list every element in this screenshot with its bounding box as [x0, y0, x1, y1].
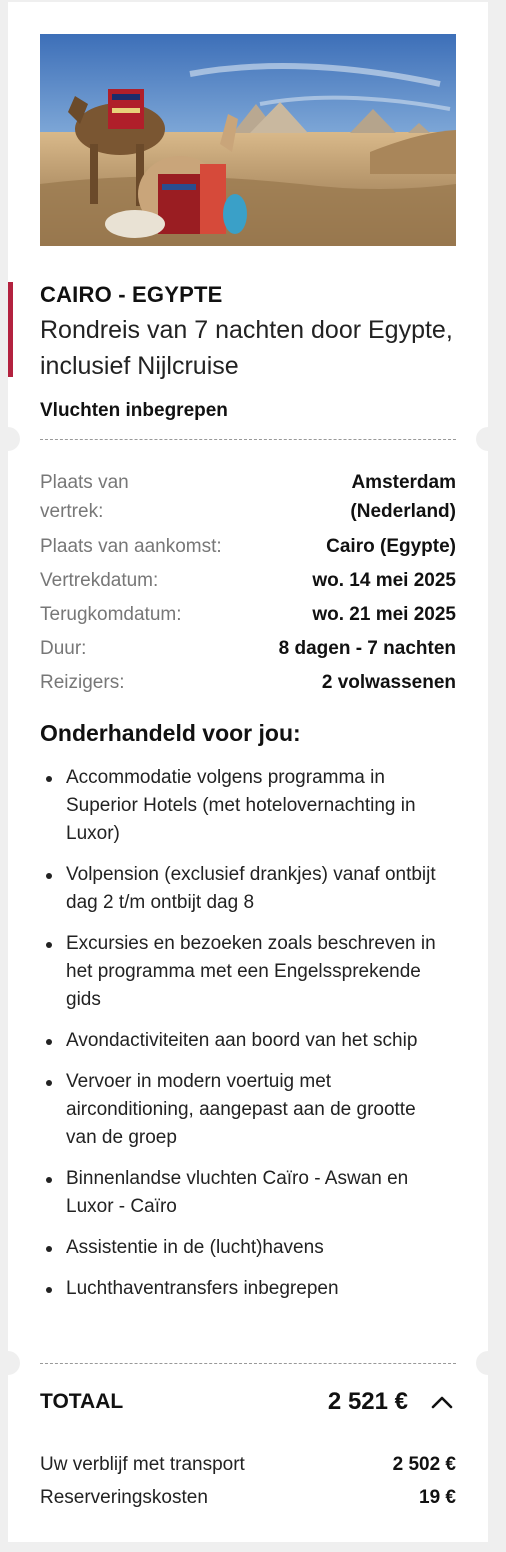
booking-summary-card	[8, 2, 488, 1542]
arrival-label: Plaats van aankomst:	[40, 536, 222, 557]
chevron-up-icon[interactable]	[428, 1388, 456, 1416]
list-item: Binnenlandse vluchten Caïro - Aswan en Luxor - Caïro	[40, 1165, 450, 1221]
list-item: Accommodatie volgens programma in Superior Hotels (met hotelovernachting in Luxor)	[40, 764, 450, 848]
return-date-value: wo. 21 mei 2025	[312, 604, 456, 625]
negotiated-title: Onderhandeld voor jou:	[40, 720, 301, 746]
list-item: Vervoer in modern voertuig met airconditioning, aangepast aan de grootte van de groep	[40, 1068, 450, 1152]
detail-row-depart-date	[40, 564, 456, 598]
booking-value: 19 €	[419, 1487, 456, 1508]
travellers-value: 2 volwassenen	[321, 672, 456, 693]
departure-value: Amsterdam (Nederland)	[350, 472, 456, 522]
list-item: Assistentie in de (lucht)havens	[40, 1234, 450, 1262]
ticket-notch-left	[0, 427, 20, 451]
list-item: Excursies en bezoeken zoals beschreven in het programma met een Engelssprekende gids	[40, 930, 450, 1014]
breakdown-row-stay	[40, 1448, 456, 1481]
duration-label: Duur:	[40, 638, 87, 659]
accent-bar	[8, 282, 13, 377]
list-item: Luchthaventransfers inbegrepen	[40, 1275, 450, 1303]
duration-value: 8 dagen - 7 nachten	[278, 638, 456, 659]
breakdown-row-booking	[40, 1481, 456, 1514]
total-amount: 2 521 €	[327, 1388, 408, 1415]
pyramids-camels-illustration	[40, 34, 456, 246]
ticket-notch-right-bottom	[476, 1351, 500, 1375]
depart-date-value: wo. 14 mei 2025	[312, 570, 456, 591]
included-list	[40, 764, 450, 1316]
ticket-notch-right	[476, 427, 500, 451]
stay-value: 2 502 €	[392, 1454, 456, 1475]
flights-included-label: Vluchten inbegrepen	[40, 400, 228, 421]
list-item: Avondactiviteiten aan boord van het schip	[40, 1027, 450, 1055]
hero-image	[40, 34, 456, 246]
detail-row-travellers	[40, 666, 456, 700]
detail-row-arrival	[40, 530, 456, 564]
detail-row-departure	[40, 468, 456, 530]
booking-label: Reserveringskosten	[40, 1487, 208, 1508]
arrival-value: Cairo (Egypte)	[326, 536, 456, 557]
travellers-label: Reizigers:	[40, 672, 125, 693]
ticket-notch-left-bottom	[0, 1351, 20, 1375]
total-row[interactable]	[40, 1388, 456, 1416]
trip-details	[40, 468, 456, 700]
stay-label: Uw verblijf met transport	[40, 1454, 245, 1475]
total-amount-group	[328, 1388, 456, 1416]
total-label: TOTAAL	[40, 1390, 124, 1413]
trip-title: Rondreis van 7 nachten door Egypte, inclusief Nijlcruise	[40, 316, 453, 380]
divider-bottom	[40, 1363, 456, 1364]
detail-row-duration	[40, 632, 456, 666]
detail-row-return-date	[40, 598, 456, 632]
departure-label: Plaats van vertrek:	[40, 472, 129, 522]
depart-date-label: Vertrekdatum:	[40, 570, 159, 591]
destination-label: CAIRO - EGYPTE	[40, 282, 223, 307]
price-breakdown	[40, 1448, 456, 1514]
list-item: Volpension (exclusief drankjes) vanaf ontbijt dag 2 t/m ontbijt dag 8	[40, 861, 450, 917]
divider-top	[40, 439, 456, 440]
return-date-label: Terugkomdatum:	[40, 604, 182, 625]
